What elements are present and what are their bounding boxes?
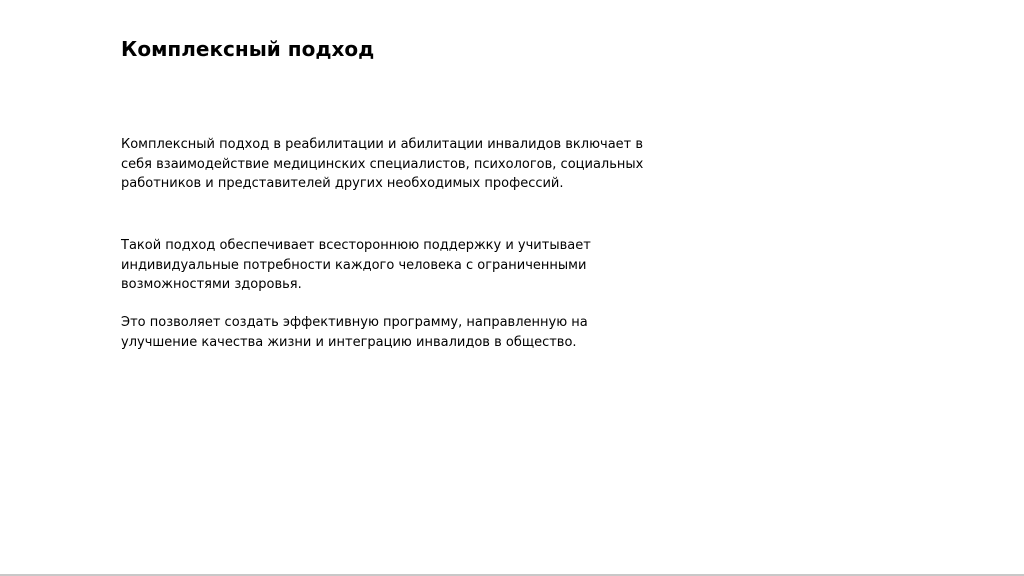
paragraph-2: Такой подход обеспечивает всестороннюю поддержку и учитывает индивидуальные потребности каждого человека с ограниченными возможностями здоровья. bbox=[121, 238, 591, 292]
slide-title: Комплексный подход bbox=[121, 37, 375, 61]
paragraph-3: Это позволяет создать эффективную программу, направленную на улучшение качества жизни и интеграцию инвалидов в общество. bbox=[121, 315, 588, 350]
paragraph-1: Комплексный подход в реабилитации и абилитации инвалидов включает в себя взаимодействие медицинских специалистов, психологов, социальных работников и представителей других необходимых профессий. bbox=[121, 137, 644, 191]
